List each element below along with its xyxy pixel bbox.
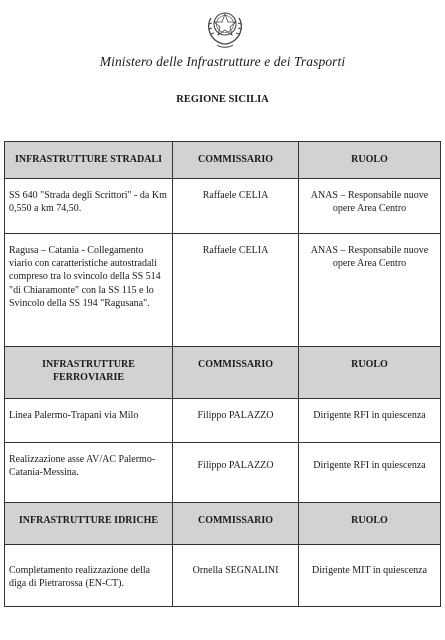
header-infrastructure: INFRASTRUTTURE FERROVIARIE [5, 347, 173, 399]
commissioner-cell: Raffaele CELIA [173, 234, 299, 347]
infrastructure-cell: Ragusa – Catania - Collegamento viario con caratteristiche autostradali compreso tra lo svincolo della SS 514 "di Chiaramonte" con la SS 115 e lo Svincolo della SS 194 "Ragusana". [5, 234, 173, 347]
region-title: REGIONE SICILIA [176, 94, 269, 105]
role-cell: Dirigente MIT in quiescenza [299, 545, 441, 607]
role-cell: ANAS – Responsabile nuove opere Area Centro [299, 179, 441, 234]
section-header-water [5, 503, 441, 545]
table-row [5, 545, 441, 607]
infrastructure-cell: Completamento realizzazione della diga di Pietrarossa (EN-CT). [5, 545, 173, 607]
header-commissioner: COMMISSARIO [173, 503, 299, 545]
header-infrastructure: INFRASTRUTTURE STRADALI [5, 142, 173, 179]
role-cell: Dirigente RFI in quiescenza [299, 399, 441, 443]
table-row [5, 234, 441, 347]
header-commissioner: COMMISSARIO [173, 142, 299, 179]
section-header-rail [5, 347, 441, 399]
ministry-title: Ministero delle Infrastrutture e dei Trasporti [99, 54, 346, 69]
header-role: RUOLO [299, 503, 441, 545]
commissioner-cell: Raffaele CELIA [173, 179, 299, 234]
infrastructure-cell: Linea Palermo-Trapani via Milo [5, 399, 173, 443]
role-cell: Dirigente RFI in quiescenza [299, 443, 441, 503]
italian-republic-emblem [203, 4, 247, 50]
commissioner-cell: Filippo PALAZZO [173, 399, 299, 443]
header-infrastructure: INFRASTRUTTURE IDRICHE [5, 503, 173, 545]
role-cell: ANAS – Responsabile nuove opere Area Centro [299, 234, 441, 347]
infrastructure-cell: Realizzazione asse AV/AC Palermo-Catania-Messina. [5, 443, 173, 503]
section-header-road [5, 142, 441, 179]
header-commissioner: COMMISSARIO [173, 347, 299, 399]
commissioners-table [4, 141, 441, 607]
infrastructure-cell: SS 640 "Strada degli Scrittori" - da Km 0,550 a km 74,50. [5, 179, 173, 234]
header-role: RUOLO [299, 347, 441, 399]
table-row [5, 399, 441, 443]
commissioner-cell: Filippo PALAZZO [173, 443, 299, 503]
table-row [5, 179, 441, 234]
commissioner-cell: Ornella SEGNALINI [173, 545, 299, 607]
header-role: RUOLO [299, 142, 441, 179]
table-row [5, 443, 441, 503]
